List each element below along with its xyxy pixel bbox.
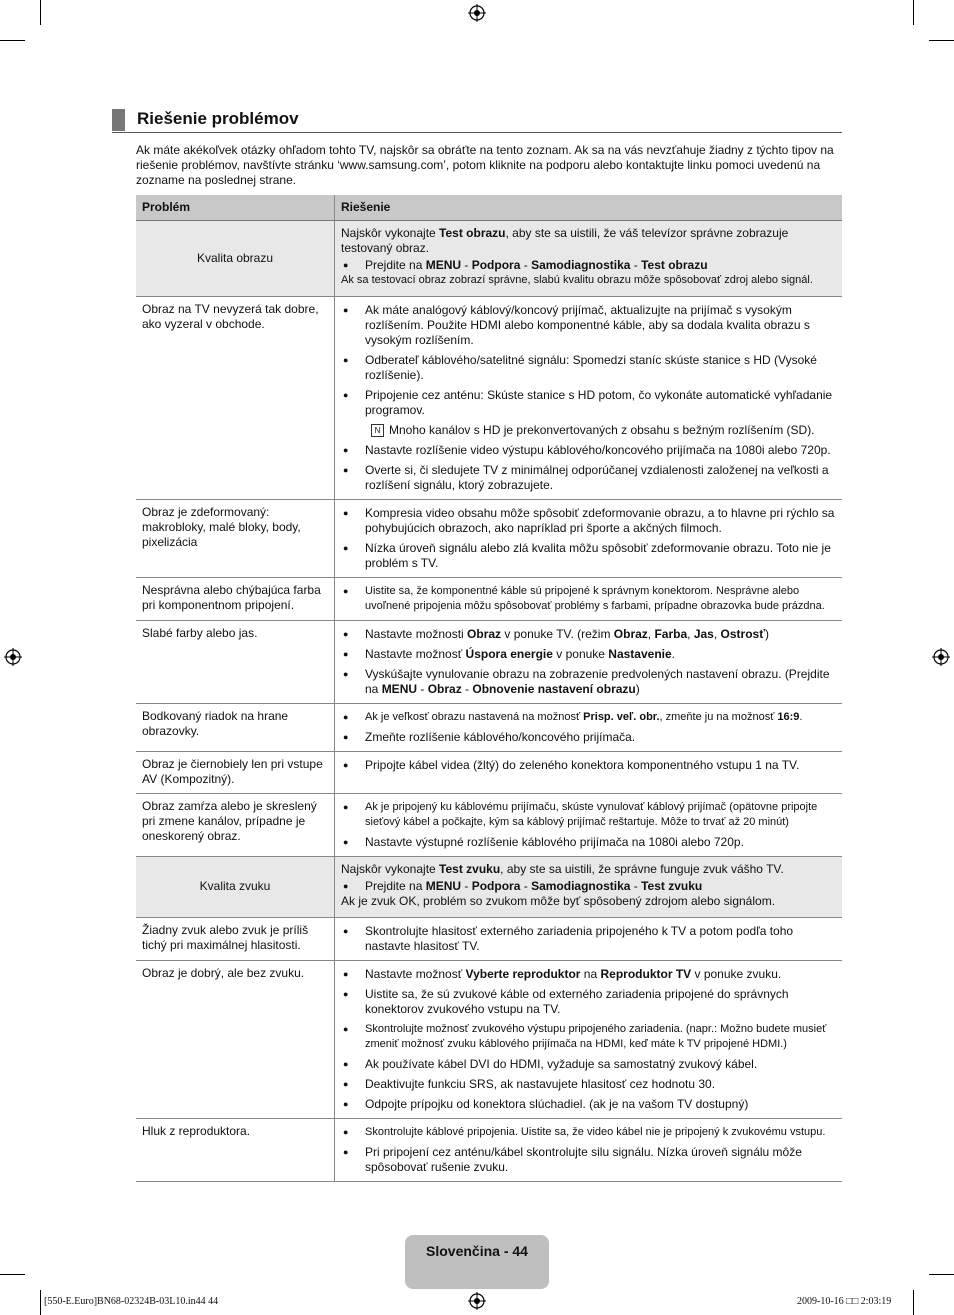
problem-cell: Kvalita zvuku [136,857,335,918]
bullet-item: ● Pripojenie cez anténu: Skúste stanice s HD potom, čo vykonáte automatické vyhľadanie programov. [341,388,836,418]
table-row [136,500,842,578]
table-row [136,918,842,961]
bullet-item: ● Pri pripojení cez anténu/kábel skontrolujte silu signálu. Nízka úroveň signálu môže spôsobovať rušenie zvuku. [341,1145,836,1175]
solution-cell [335,621,843,704]
bullet-item: ● Skontrolujte hlasitosť externého zariadenia pripojeného k TV a potom podľa toho nastavte hlasitosť TV. [341,924,836,954]
problem-cell: Bodkovaný riadok na hrane obrazovky. [136,704,335,752]
problem-cell: Nesprávna alebo chýbajúca farba pri komponentnom pripojení. [136,578,335,621]
crop-mark [913,1290,914,1315]
table-header-row [136,195,842,221]
bullet-item: ● Nastavte rozlíšenie video výstupu káblového/koncového prijímača na 1080i alebo 720p. [341,443,836,458]
solution-cell [335,221,843,297]
bullet-item: ● Ak máte analógový káblový/koncový prijímač, aktualizujte na prijímač s vysokým rozlíšením. Použite HDMI alebo komponentné káble, aby sa dodala kvalita obrazu s vysokým rozlíšením. [341,303,836,348]
solution-cell [335,500,843,578]
bullet-list [341,506,836,571]
title-bar-marker [112,109,125,131]
bullet-item: ● Overte si, či sledujete TV z minimálnej odporúčanej vzdialenosti založenej na veľkosti a rozlíšení signálu, ktorý zobrazujete. [341,463,836,493]
bullet-item: ● Nastavte výstupné rozlíšenie káblového prijímača na 1080i alebo 720p. [341,835,836,850]
table-row [136,752,842,794]
problem-cell: Slabé farby alebo jas. [136,621,335,704]
solution-cell [335,578,843,621]
bullet-item: ● Nastavte možnosti Obraz v ponuke TV. (režim Obraz, Farba, Jas, Ostrosť) [341,627,836,642]
bullet-item: ● Uistite sa, že komponentné káble sú pripojené k správnym konektorom. Nesprávne alebo uvoľnené pripojenia môžu spôsobovať problémy s farbami, prípadne obrazovka bude prázdna. [341,584,836,614]
note-icon: N [371,424,384,437]
registration-mark-icon [468,1292,486,1310]
problem-cell: Obraz na TV nevyzerá tak dobre, ako vyzeral v obchode. [136,297,335,500]
table-body [136,221,842,1182]
solution-cell [335,857,843,918]
bullet-list [341,710,836,745]
section-header [112,108,842,133]
solution-cell [335,704,843,752]
bullet-item: ● Ak používate kábel DVI do HDMI, vyžaduje sa samostatný zvukový kábel. [341,1057,836,1072]
table-row [136,621,842,704]
registration-mark-icon [4,648,22,666]
note-item: N Mnoho kanálov s HD je prekonvertovaných z obsahu s bežným rozlíšením (SD). [341,423,836,438]
solution-cell [335,961,843,1119]
bullet-item: ● Nastavte možnosť Vyberte reproduktor na Reproduktor TV v ponuke zvuku. [341,967,836,982]
bullet-item: ● Vyskúšajte vynulovanie obrazu na zobrazenie predvolených nastavení obrazu. (Prejdite na MENU - Obraz - Obnovenie nastavení obrazu) [341,667,836,697]
bullet-list [341,258,836,273]
column-header-problem: Problém [136,195,335,221]
solution-text: Ak sa testovací obraz zobrazí správne, slabú kvalitu obrazu môže spôsobovať zdroj alebo signál. [341,274,813,286]
bullet-list [341,1125,836,1175]
problem-cell: Obraz je zdeformovaný: makrobloky, malé bloky, body, pixelizácia [136,500,335,578]
solution-cell [335,1119,843,1182]
bullet-item: ● Uistite sa, že sú zvukové káble od externého zariadenia pripojené do správnych konektorov zvukového vstupu na TV. [341,987,836,1017]
bullet-list [341,879,836,894]
bullet-item: ● Prejdite na MENU - Podpora - Samodiagnostika - Test obrazu [341,258,836,273]
crop-mark [929,1274,954,1275]
crop-mark [0,40,25,41]
problem-cell: Žiadny zvuk alebo zvuk je príliš tichý pri maximálnej hlasitosti. [136,918,335,961]
crop-mark [0,1274,25,1275]
bullet-item: ● Pripojte kábel videa (žltý) do zeleného konektora komponentného vstupu 1 na TV. [341,758,836,773]
table-row [136,578,842,621]
table-row [136,221,842,297]
bullet-list [341,924,836,954]
bullet-item: ● Kompresia video obsahu môže spôsobiť zdeformovanie obrazu, a to hlavne pri rýchlo sa pohybujúcich obrazoch, ako napríklad pri športe a akčných filmoch. [341,506,836,536]
solution-text: Najskôr vykonajte Test zvuku, aby ste sa uistili, že správne funguje zvuk vášho TV. [341,862,784,876]
crop-mark [913,0,914,25]
bullet-item: ● Skontrolujte možnosť zvukového výstupu pripojeného zariadenia. (napr.: Možno budete musieť zmeniť možnosť zvuku káblového prijímača na HDMI, keď máte k TV pripojené HDMI.) [341,1022,836,1052]
solution-cell [335,752,843,794]
print-slug-date: 2009-10-16 □□ 2:03:19 [797,1296,892,1307]
bullet-item: ● Deaktivujte funkciu SRS, ak nastavujete hlasitosť cez hodnotu 30. [341,1077,836,1092]
registration-mark-icon [468,4,486,22]
solution-cell [335,794,843,857]
bullet-item: ● Zmeňte rozlíšenie káblového/koncového prijímača. [341,730,836,745]
problem-cell: Obraz je dobrý, ale bez zvuku. [136,961,335,1119]
page-title: Riešenie problémov [137,109,299,128]
solution-text: Ak je zvuk OK, problém so zvukom môže byť spôsobený zdrojom alebo signálom. [341,894,776,908]
troubleshooting-table [136,195,842,1182]
table-row [136,961,842,1119]
table-row [136,297,842,500]
bullet-item: ● Prejdite na MENU - Podpora - Samodiagnostika - Test zvuku [341,879,836,894]
bullet-list [341,967,836,1112]
table-row [136,1119,842,1182]
crop-mark [40,0,41,25]
bullet-list [341,800,836,850]
bullet-list [341,627,836,697]
bullet-list [341,758,836,773]
bullet-item: ● Nízka úroveň signálu alebo zlá kvalita môžu spôsobiť zdeformovanie obrazu. Toto nie je problém s TV. [341,541,836,571]
problem-cell: Hluk z reproduktora. [136,1119,335,1182]
bullet-item: ● Skontrolujte káblové pripojenia. Uistite sa, že video kábel nie je pripojený k zvukovému vstupu. [341,1125,836,1140]
problem-cell: Obraz je čiernobiely len pri vstupe AV (Kompozitný). [136,752,335,794]
solution-text: Najskôr vykonajte Test obrazu, aby ste sa uistili, že váš televízor správne zobrazuje testovaný obraz. [341,226,789,255]
crop-mark [40,1290,41,1315]
problem-cell: Kvalita obrazu [136,221,335,297]
table-row [136,704,842,752]
bullet-list [341,584,836,614]
crop-mark [929,40,954,41]
print-slug-file: [550-E.Euro]BN68-02324B-03L10.in44 44 [44,1296,219,1307]
column-header-solution: Riešenie [335,195,843,221]
table-row [136,857,842,918]
solution-cell [335,918,843,961]
bullet-list [341,303,836,493]
bullet-item: ● Ak je veľkosť obrazu nastavená na možnosť Prisp. veľ. obr., zmeňte ju na možnosť 16:9. [341,710,836,725]
registration-mark-icon [932,648,950,666]
table-row [136,794,842,857]
problem-cell: Obraz zamŕza alebo je skreslený pri zmene kanálov, prípadne je oneskorený obraz. [136,794,335,857]
intro-paragraph: Ak máte akékoľvek otázky ohľadom tohto TV, najskôr sa obráťte na tento zoznam. Ak sa na vás nevzťahuje žiadny z týchto tipov na riešenie problémov, navštívte stránku ‘www.samsung.com’, potom kliknite na podporu alebo kontaktujte linku pomoci uvedenú na zozname na poslednej strane. [136,143,834,187]
bullet-item: ● Nastavte možnosť Úspora energie v ponuke Nastavenie. [341,647,836,662]
page-footer-label: Slovenčina - 44 [405,1235,549,1289]
bullet-item: ● Odpojte prípojku od konektora slúchadiel. (ak je na vašom TV dostupný) [341,1097,836,1112]
bullet-item: ● Ak je pripojený ku káblovému prijímaču, skúste vynulovať káblový prijímač (opätovne pripojte sieťový kábel a počkajte, kým sa káblový prijímač reštartuje. Môže to trvať až 20 minút) [341,800,836,830]
bullet-item: ● Odberateľ káblového/satelitné signálu: Spomedzi staníc skúste stanice s HD (Vysoké rozlíšenie). [341,353,836,383]
solution-cell [335,297,843,500]
